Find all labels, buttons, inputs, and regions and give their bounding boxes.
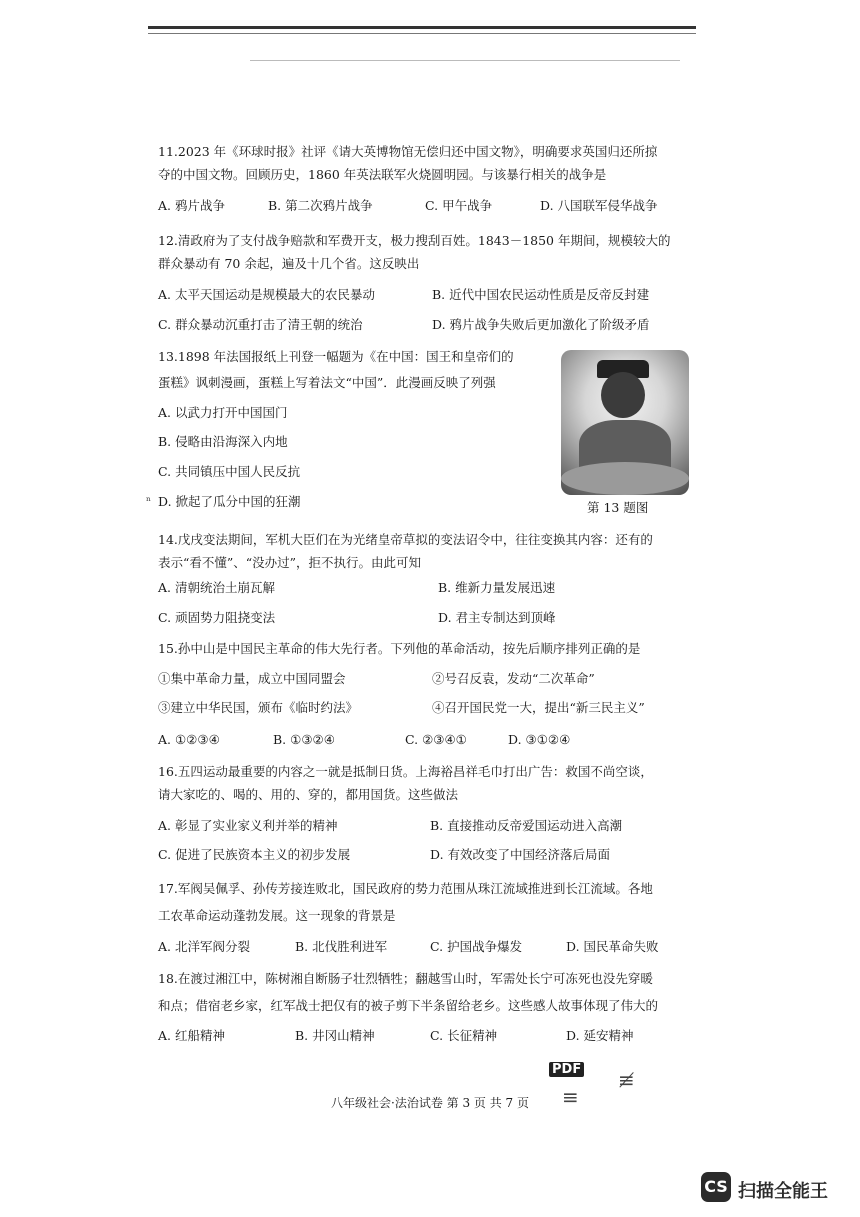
q11-option-d: D. 八国联军侵华战争 — [540, 198, 658, 213]
q11-stem-line2: 夺的中国文物。回顾历史，1860 年英法联军火烧圆明园。与该暴行相关的战争是 — [158, 167, 607, 182]
q15-option-a: A. ①②③④ — [158, 732, 220, 747]
q12-option-b: B. 近代中国农民运动性质是反帝反封建 — [432, 287, 650, 302]
q13-option-b: B. 侵略由沿海深入内地 — [158, 434, 288, 449]
pdf-badge: PDF — [549, 1062, 584, 1077]
q15-item-2: ②号召反袁，发动“二次革命” — [432, 671, 595, 686]
q16-option-c: C. 促进了民族资本主义的初步发展 — [158, 847, 351, 862]
q15-stem-line1: 15.孙中山是中国民主革命的伟大先行者。下列他的革命活动，按先后顺序排列正确的是 — [158, 641, 641, 656]
q13-stem-line1: 13.1898 年法国报纸上刊登一幅题为《在中国：国王和皇帝们的 — [158, 349, 514, 364]
q11-option-a: A. 鸦片战争 — [158, 198, 225, 213]
scribble-mark: ≡ — [562, 1085, 579, 1109]
top-rule-thin — [148, 33, 696, 34]
q15-option-d: D. ③①②④ — [508, 732, 571, 747]
q17-option-b: B. 北伐胜利进军 — [295, 939, 388, 954]
q18-option-c: C. 长征精神 — [430, 1028, 498, 1043]
q13-option-c: C. 共同镇压中国人民反抗 — [158, 464, 301, 479]
q14-option-b: B. 维新力量发展迅速 — [438, 580, 556, 595]
q18-option-a: A. 红船精神 — [158, 1028, 225, 1043]
q16-option-d: D. 有效改变了中国经济落后局面 — [430, 847, 611, 862]
cartoon-cake — [561, 462, 689, 495]
q14-option-c: C. 顽固势力阻挠变法 — [158, 610, 276, 625]
scribble-mark-2: ≢ — [618, 1068, 635, 1092]
q13-stem-line2: 蛋糕》讽刺漫画，蛋糕上写着法文“中国”．此漫画反映了列强 — [158, 375, 496, 390]
q12-option-a: A. 太平天国运动是规模最大的农民暴动 — [158, 287, 375, 302]
q16-option-b: B. 直接推动反帝爱国运动进入高潮 — [430, 818, 623, 833]
top-rule — [148, 26, 696, 29]
q17-stem-line2: 工农革命运动蓬勃发展。这一现象的背景是 — [158, 908, 396, 923]
q12-option-c: C. 群众暴动沉重打击了清王朝的统治 — [158, 317, 363, 332]
q17-stem-line1: 17.军阀吴佩孚、孙传芳接连败北，国民政府的势力范围从珠江流域推进到长江流域。各地 — [158, 881, 653, 896]
q14-stem-line2: 表示“看不懂”、“没办过”，拒不执行。由此可知 — [158, 555, 422, 570]
q14-stem-line1: 14.戊戌变法期间，军机大臣们在为光绪皇帝草拟的变法诏令中，往往变换其内容：还有的 — [158, 532, 653, 547]
cartoon-head — [601, 372, 645, 418]
q12-option-d: D. 鸦片战争失败后更加激化了阶级矛盾 — [432, 317, 650, 332]
q16-stem-line2: 请大家吃的、喝的、用的、穿的，都用国货。这些做法 — [158, 787, 459, 802]
figure-caption: 第 13 题图 — [587, 500, 649, 515]
q11-option-c: C. 甲午战争 — [425, 198, 493, 213]
q16-option-a: A. 彰显了实业家义利并举的精神 — [158, 818, 338, 833]
q17-option-a: A. 北洋军阀分裂 — [158, 939, 250, 954]
q18-option-d: D. 延安精神 — [566, 1028, 634, 1043]
q13-option-a: A. 以武力打开中国国门 — [158, 405, 288, 420]
camscanner-watermark: 扫描全能王 — [738, 1181, 828, 1202]
pencil-mark: ⁿ — [146, 494, 152, 508]
q18-option-b: B. 井冈山精神 — [295, 1028, 375, 1043]
q15-item-3: ③建立中华民国，颁布《临时约法》 — [158, 700, 359, 715]
q16-stem-line1: 16.五四运动最重要的内容之一就是抵制日货。上海裕昌祥毛巾打出广告：救国不尚空谈， — [158, 764, 653, 779]
q18-stem-line2: 和点；借宿老乡家，红军战士把仅有的被子剪下半条留给老乡。这些感人故事体现了伟大的 — [158, 998, 659, 1013]
camscanner-logo-icon: CS — [701, 1172, 731, 1202]
q11-stem-line1: 11.2023 年《环球时报》社评《请大英博物馆无偿归还中国文物》，明确要求英国归还所掠 — [158, 144, 658, 159]
q12-stem-line2: 群众暴动有 70 余起，遍及十几个省。这反映出 — [158, 256, 420, 271]
q14-option-d: D. 君主专制达到顶峰 — [438, 610, 556, 625]
q15-item-4: ④召开国民党一大，提出“新三民主义” — [432, 700, 645, 715]
q18-stem-line1: 18.在渡过湘江中，陈树湘自断肠子壮烈牺牲；翻越雪山时，军需处长宁可冻死也没先穿暖 — [158, 971, 653, 986]
q15-item-1: ①集中革命力量，成立中国同盟会 — [158, 671, 346, 686]
page-footer: 八年级社会·法治试卷 第 3 页 共 7 页 — [331, 1096, 529, 1110]
q17-option-c: C. 护国战争爆发 — [430, 939, 523, 954]
q14-option-a: A. 清朝统治土崩瓦解 — [158, 580, 275, 595]
q13-option-d: D. 掀起了瓜分中国的狂潮 — [158, 494, 301, 509]
header-faint-rule — [250, 60, 680, 61]
q15-option-c: C. ②③④① — [405, 732, 467, 747]
q11-option-b: B. 第二次鸦片战争 — [268, 198, 373, 213]
q12-stem-line1: 12.清政府为了支付战争赔款和军费开支，极力搜刮百姓。1843－1850 年期间，规模较大的 — [158, 233, 671, 248]
q15-option-b: B. ①③②④ — [273, 732, 335, 747]
q17-option-d: D. 国民革命失败 — [566, 939, 659, 954]
cartoon-cake-image — [561, 350, 689, 495]
